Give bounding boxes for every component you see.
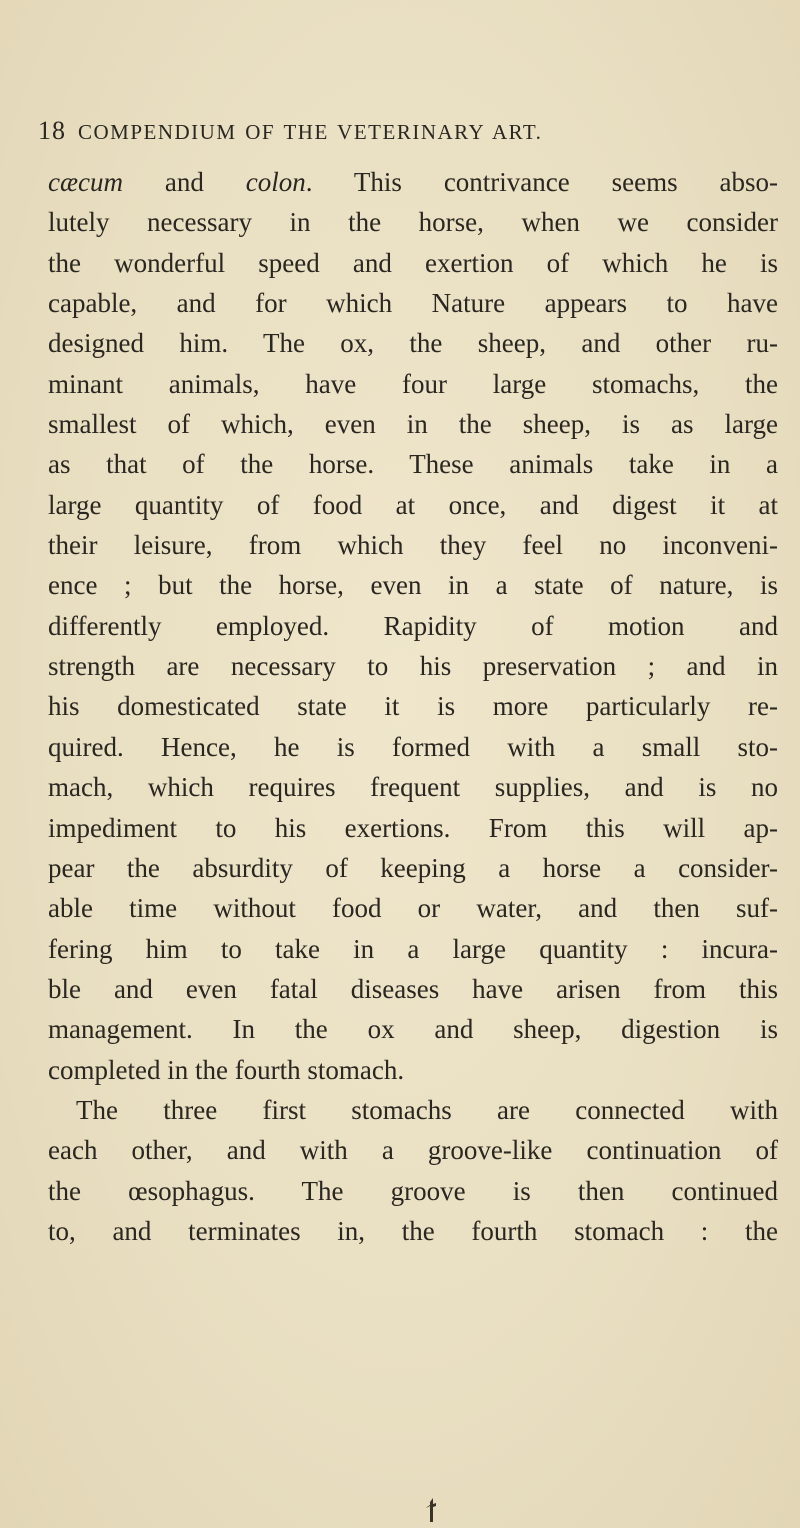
page-number: 18 xyxy=(38,116,66,145)
text-line: capable, and for which Nature appears to have xyxy=(48,288,778,319)
text-line: completed in the fourth stomach. xyxy=(48,1054,405,1085)
text-fragment: . This contrivance seems abso- xyxy=(305,167,778,197)
text-line: quired. Hence, he is formed with a small sto- xyxy=(48,731,778,762)
body-text xyxy=(48,162,778,1251)
text-line: mach, which requires frequent supplies, and is no xyxy=(48,772,778,803)
text-line: designed him. The ox, the sheep, and other ru- xyxy=(48,328,778,359)
italic-term-colon: colon xyxy=(245,167,306,197)
text-line: minant animals, have four large stomachs, the xyxy=(48,368,778,399)
text-line: fering him to take in a large quantity : incura- xyxy=(48,933,778,964)
text-line: large quantity of food at once, and digest it at xyxy=(48,489,778,520)
text-line: ble and even fatal diseases have arisen from this xyxy=(48,973,778,1004)
text-line: his domesticated state it is more particularly re- xyxy=(48,691,778,722)
running-head-title: COMPENDIUM OF THE VETERINARY ART. xyxy=(78,120,543,144)
italic-term-caecum: cæcum xyxy=(48,167,123,197)
text-line: smallest of which, even in the sheep, is as large xyxy=(48,409,778,440)
text-line xyxy=(48,162,778,202)
text-line: able time without food or water, and then suf- xyxy=(48,893,778,924)
text-line: impediment to his exertions. From this will ap- xyxy=(48,812,778,843)
text-line: ence ; but the horse, even in a state of nature, is xyxy=(48,570,778,601)
text-line: management. In the ox and sheep, digestion is xyxy=(48,1014,778,1045)
text-line: their leisure, from which they feel no inconveni- xyxy=(48,530,778,561)
text-line: the œsophagus. The groove is then continued xyxy=(48,1175,778,1206)
text-line: pear the absurdity of keeping a horse a consider- xyxy=(48,852,778,883)
text-line: The three first stomachs are connected with xyxy=(76,1094,778,1125)
text-line: strength are necessary to his preservation ; and in xyxy=(48,651,778,682)
running-head xyxy=(38,116,786,150)
text-line: as that of the horse. These animals take in a xyxy=(48,449,778,480)
text-line: differently employed. Rapidity of motion and xyxy=(48,610,778,641)
printer-signature-mark-icon xyxy=(424,1494,438,1524)
text-line: the wonderful speed and exertion of which he is xyxy=(48,247,778,278)
text-line: lutely necessary in the horse, when we consider xyxy=(48,207,778,238)
text-fragment: and xyxy=(122,167,246,197)
text-line: to, and terminates in, the fourth stomach : the xyxy=(48,1215,778,1246)
text-line: each other, and with a groove-like continuation of xyxy=(48,1135,778,1166)
